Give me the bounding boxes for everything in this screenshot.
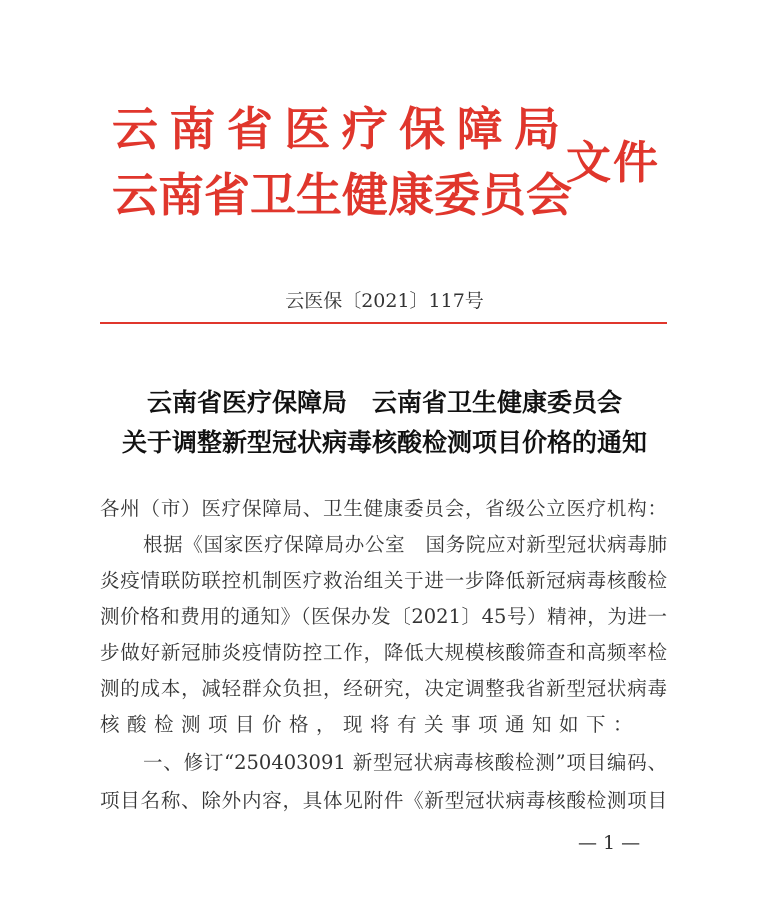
body-line: 测的成本，减轻群众负担，经研究，决定调整我省新型冠状病毒 [100,677,667,700]
document-suffix: 文件 [566,136,661,189]
body-line: 根据《国家医疗保障局办公室 国务院应对新型冠状病毒肺 [143,533,667,556]
document-title-line-1: 云南省医疗保障局 云南省卫生健康委员会 [146,388,622,417]
document-title-line-2: 关于调整新型冠状病毒核酸检测项目价格的通知 [121,428,647,457]
page-number: — 1 — [578,832,641,854]
body-line: 一、修订“250403091 新型冠状病毒核酸检测”项目编码、 [143,751,667,774]
body-line: 各州（市）医疗保障局、卫生健康委员会，省级公立医疗机构： [100,497,667,520]
body-line: 核酸检测项目价格，现将有关事项通知如下： [100,713,641,736]
red-divider [100,322,667,324]
body-line: 步做好新冠肺炎疫情防控工作，降低大规模核酸筛查和高频率检 [100,641,667,664]
issuer-name-health-commission: 云南省卫生健康委员会 [112,168,572,222]
body-line: 项目名称、除外内容，具体见附件《新型冠状病毒核酸检测项目 [100,789,667,812]
issuer-name-medical-security: 云南省医疗保障局 [112,102,560,156]
body-line: 炎疫情联防联控机制医疗救治组关于进一步降低新冠病毒核酸检 [100,569,667,592]
document-number: 云医保〔2021〕117号 [285,290,484,312]
body-line: 测价格和费用的通知》（医保办发〔2021〕45号）精神，为进一 [100,605,667,628]
